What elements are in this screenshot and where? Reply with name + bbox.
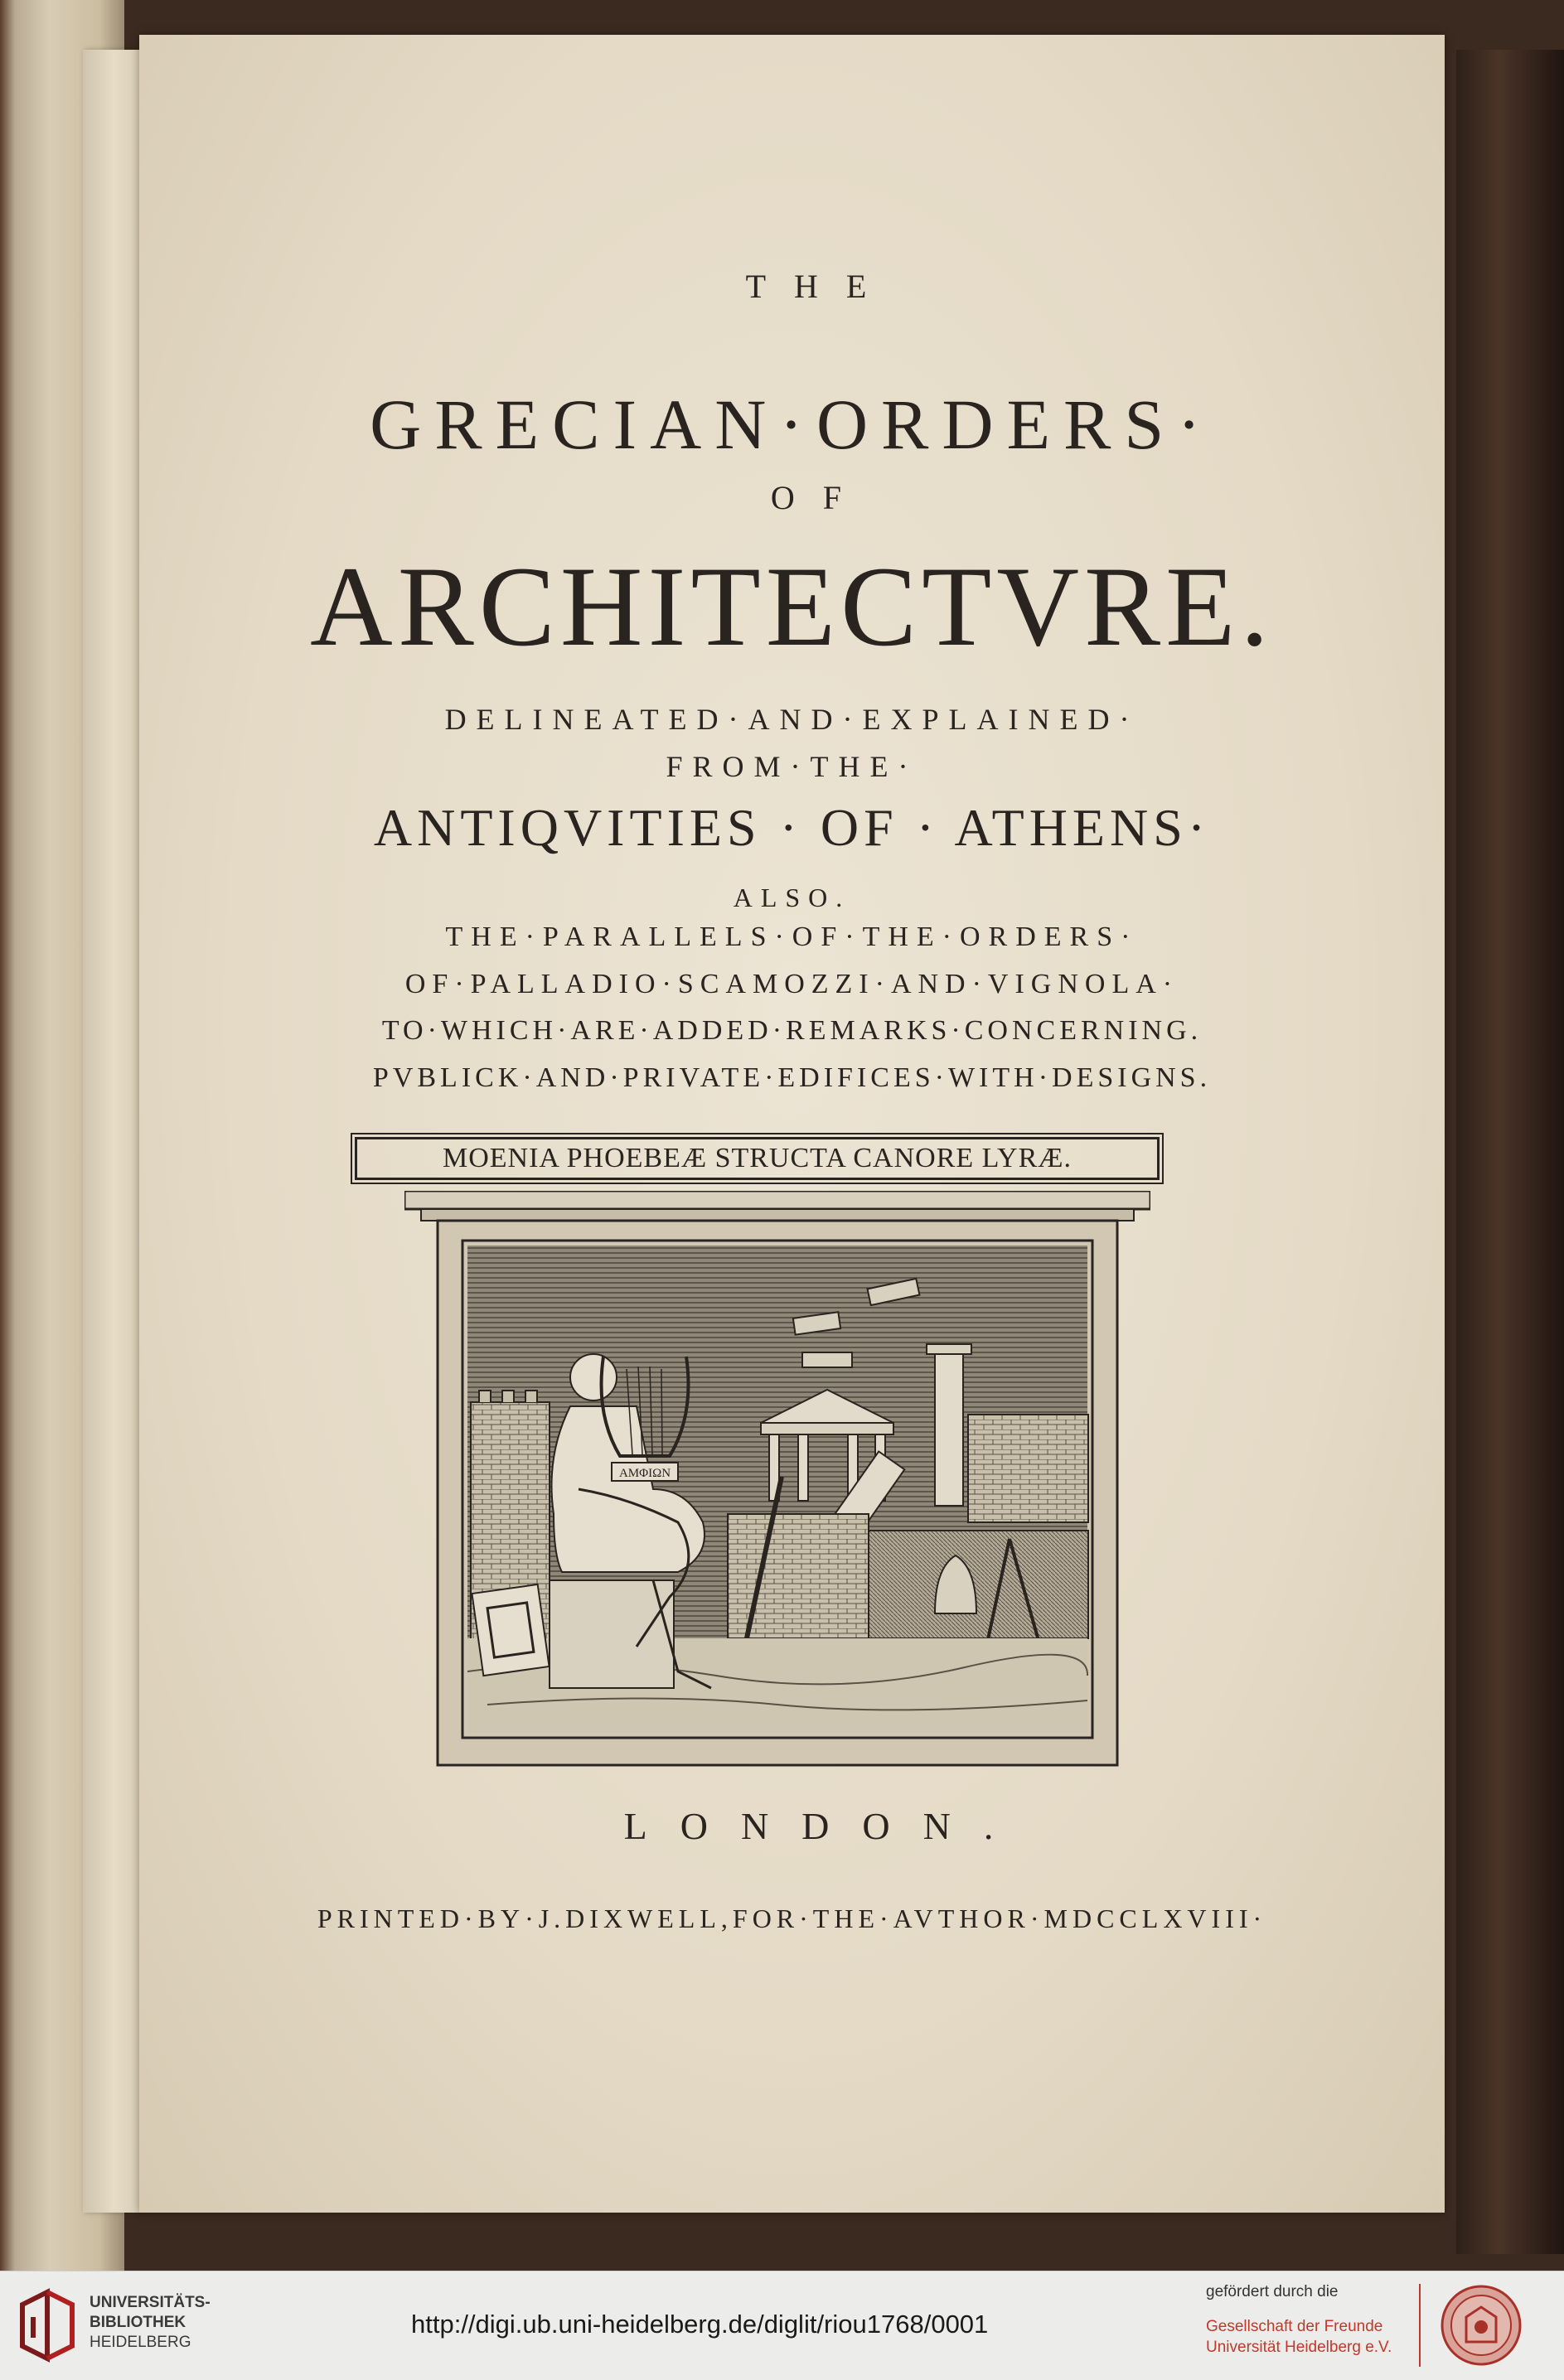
plate-inscription: AMΦIΩN	[618, 1467, 671, 1480]
subtitle-palladio: OF·PALLADIO·SCAMOZZI·AND·VIGNOLA·	[404, 969, 1179, 999]
subtitle-from: FROM·THE·	[666, 750, 918, 783]
sponsor-name-1: Gesellschaft der Freunde	[1206, 2318, 1383, 2335]
subtitle-parallels: THE·PARALLELS·OF·THE·ORDERS·	[445, 922, 1139, 952]
footer-bar	[0, 2271, 1564, 2380]
subtitle-also: ALSO.	[733, 883, 851, 912]
imprint-london: LONDON.	[623, 1805, 1027, 1847]
engraved-plate	[404, 1191, 1150, 1767]
title-the: THE	[745, 268, 895, 305]
subtitle-antiquities: ANTIQVITIES · OF · ATHENS·	[373, 798, 1211, 857]
title-grecian-orders: GRECIAN·ORDERS·	[370, 385, 1214, 464]
library-name-2: BIBLIOTHEK	[90, 2314, 186, 2331]
sponsor-block[interactable]	[1206, 2283, 1413, 2358]
book-edge-right	[1456, 50, 1564, 2254]
sponsor-intro: gefördert durch die	[1206, 2283, 1339, 2300]
subtitle-publick: PVBLICK·AND·PRIVATE·EDIFICES·WITH·DESIGNS.	[372, 1062, 1212, 1093]
sponsor-divider	[1419, 2284, 1421, 2367]
sponsor-name-2: Universität Heidelberg e.V.	[1206, 2339, 1392, 2356]
imprint-printed: PRINTED·BY·J.DIXWELL,FOR·THE·AVTHOR·MDCCLXVIII·	[317, 1904, 1267, 1933]
subtitle-to-which: TO·WHICH·ARE·ADDED·REMARKS·CONCERNING.	[381, 1015, 1203, 1046]
library-name-1: UNIVERSITÄTS-	[90, 2294, 211, 2311]
university-seal-icon[interactable]	[1440, 2284, 1523, 2367]
title-architecture: ARCHITECTVRE.	[310, 543, 1274, 670]
book-flyleaf	[83, 50, 145, 2213]
title-page	[139, 35, 1445, 2213]
title-of: OF	[770, 479, 870, 516]
subtitle-delineated: DELINEATED·AND·EXPLAINED·	[444, 703, 1140, 736]
library-name-3: HEIDELBERG	[90, 2334, 191, 2351]
permalink-url[interactable]: http://digi.ub.uni-heidelberg.de/diglit/riou1768/0001	[411, 2310, 989, 2339]
library-logo-icon	[18, 2288, 76, 2367]
plate-motto: MOENIA PHOEBEÆ STRUCTA CANORE LYRÆ.	[355, 1137, 1160, 1180]
library-logo[interactable]	[18, 2288, 234, 2367]
